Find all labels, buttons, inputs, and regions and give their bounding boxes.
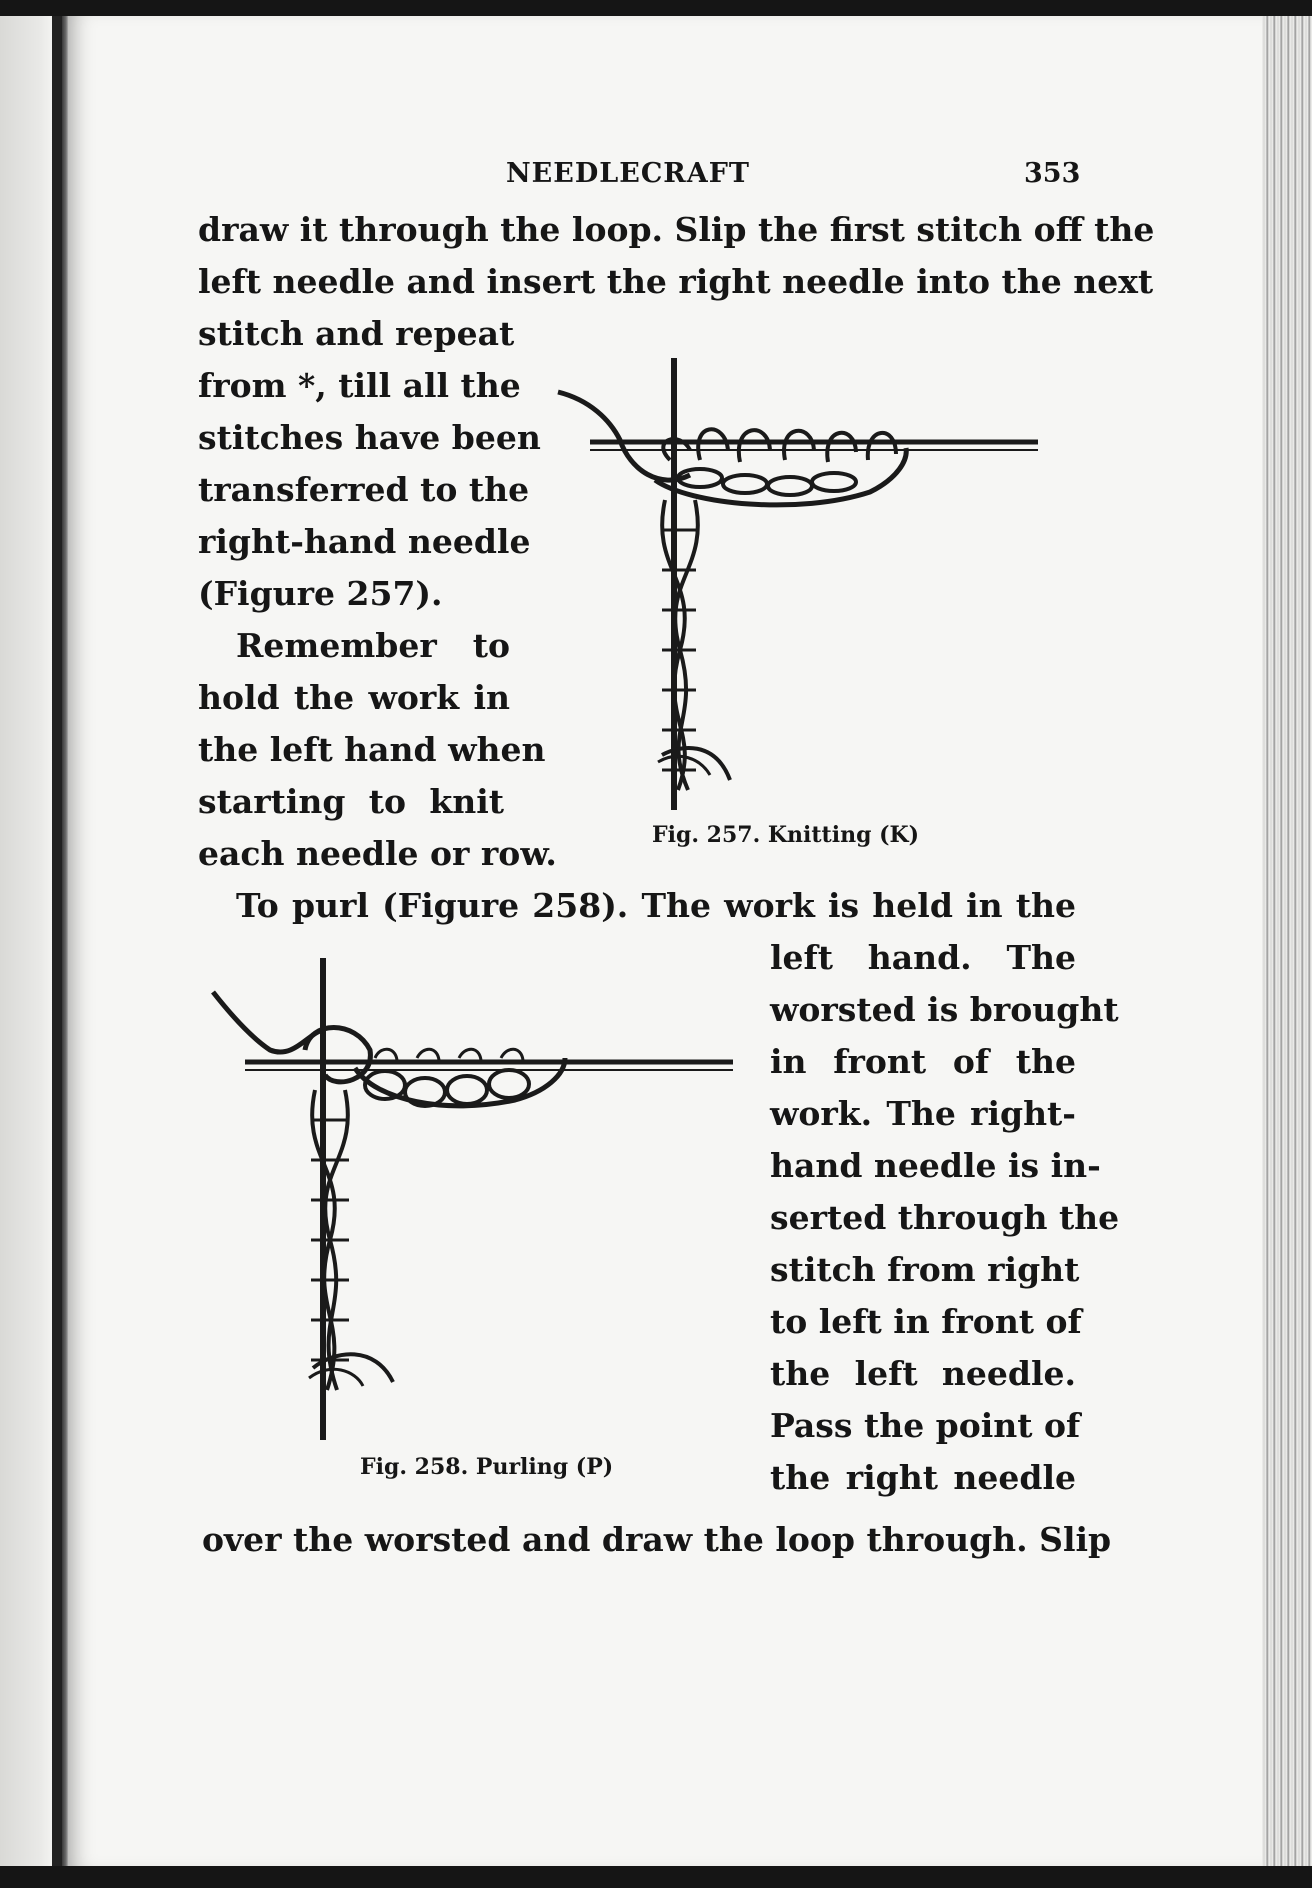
figure-257-caption: Fig. 257. Knitting (K)	[652, 822, 920, 848]
knitting-illustration	[550, 350, 1050, 820]
text-line: transferred to the	[198, 470, 530, 509]
text-line: left hand. The	[770, 938, 1076, 977]
text-line: draw it through the loop. Slip the first stitch off the	[198, 210, 1155, 249]
text-line: right-hand needle	[198, 522, 531, 561]
text-line: each needle or row.	[198, 834, 557, 873]
text-line: in front of the	[770, 1042, 1076, 1081]
figure-258-caption: Fig. 258. Purling (P)	[360, 1454, 614, 1480]
book-gutter	[52, 0, 62, 1888]
text-line: work. The right-	[770, 1094, 1076, 1133]
text-line: the right needle	[770, 1458, 1076, 1497]
text-line: stitch and repeat	[198, 314, 515, 353]
text-line: Remember to	[236, 626, 510, 665]
text-line: left needle and insert the right needle into the next	[198, 262, 1154, 301]
page-number: 353	[1024, 158, 1081, 189]
text-line: Pass the point of	[770, 1406, 1081, 1445]
page-edges	[1262, 0, 1312, 1888]
text-line: starting to knit	[198, 782, 504, 821]
purling-illustration	[205, 950, 745, 1450]
text-line: (Figure 257).	[198, 574, 443, 613]
text-line: To purl (Figure 258). The work is held in the	[236, 886, 1076, 925]
running-header: NEEDLECRAFT	[506, 158, 750, 189]
text-line: hand needle is in-	[770, 1146, 1101, 1185]
text-line: hold the work in	[198, 678, 510, 717]
text-line: worsted is brought	[770, 990, 1119, 1029]
text-line: to left in front of	[770, 1302, 1082, 1341]
text-line: the left hand when	[198, 730, 546, 769]
text-line: the left needle.	[770, 1354, 1076, 1393]
text-line: over the worsted and draw the loop through. Slip	[202, 1520, 1112, 1559]
text-line: stitch from right	[770, 1250, 1080, 1289]
scan-top-border	[0, 0, 1312, 16]
text-line: serted through the	[770, 1198, 1120, 1237]
text-line: from *, till all the	[198, 366, 521, 405]
scan-bottom-border	[0, 1866, 1312, 1888]
text-line: stitches have been	[198, 418, 541, 457]
